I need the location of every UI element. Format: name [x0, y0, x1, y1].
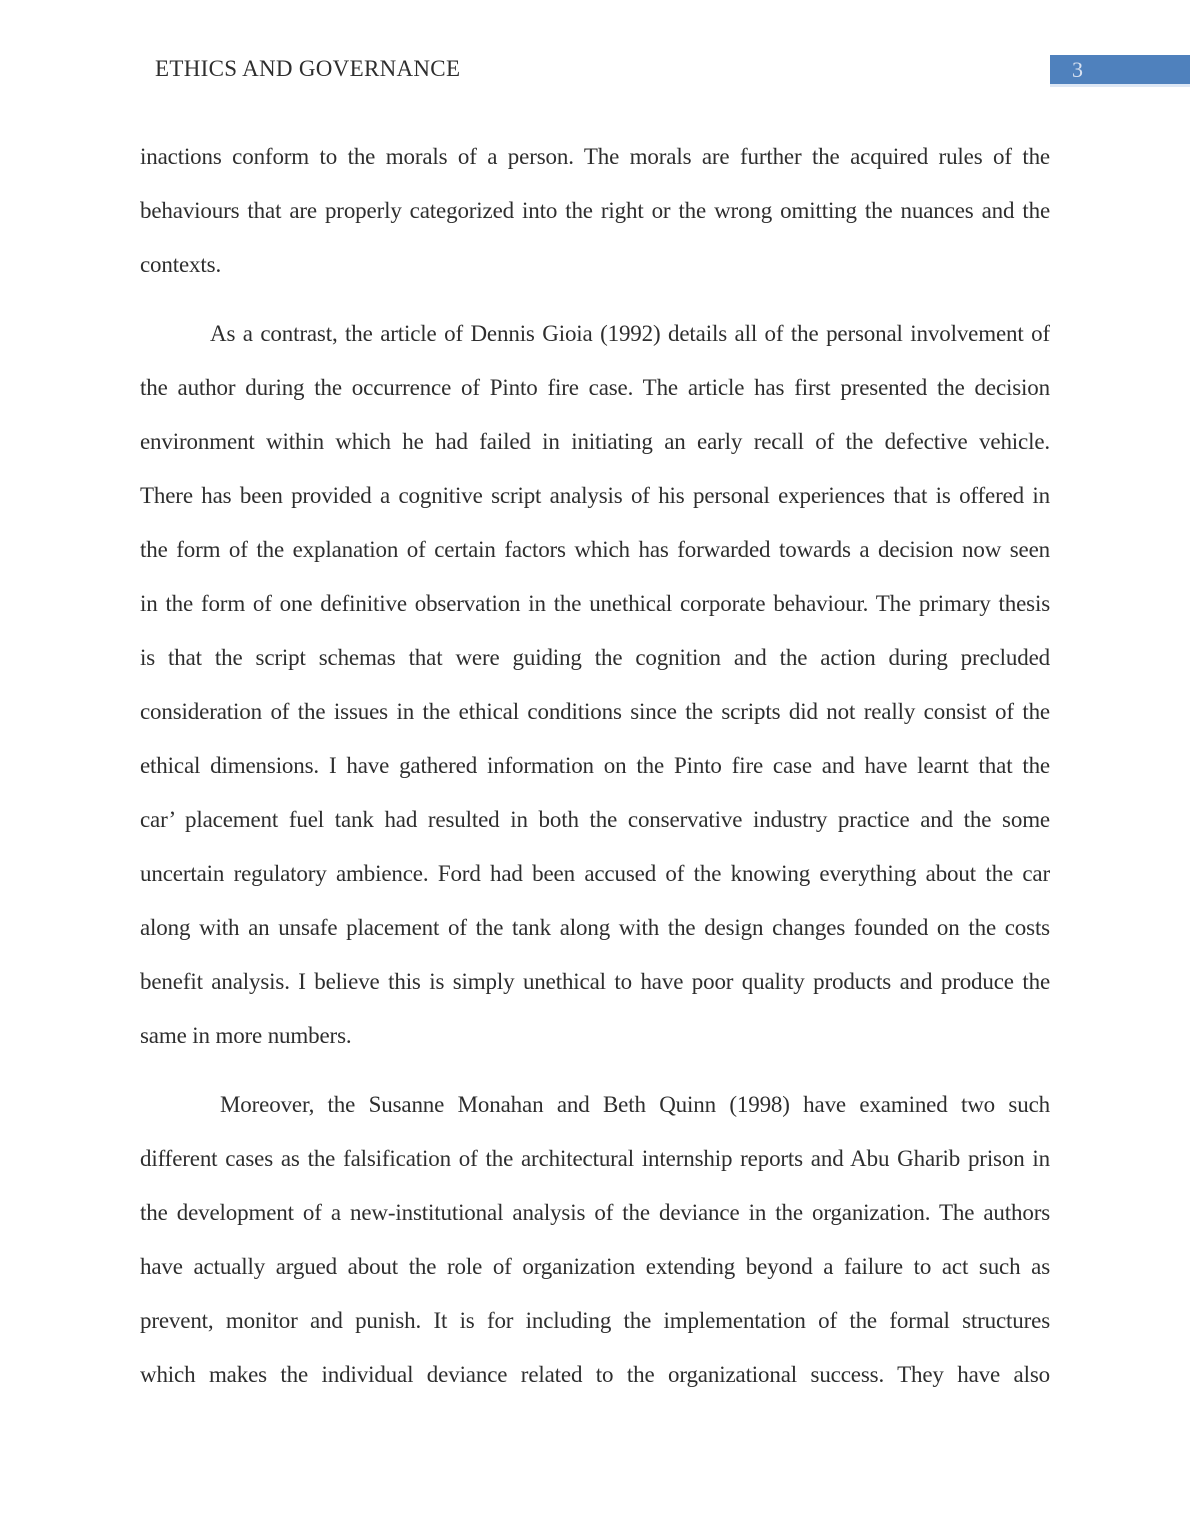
paragraph — [140, 1078, 1050, 1402]
text-line: behaviours that are properly categorized into the right or the wrong omitting the nuances and the — [140, 198, 1050, 223]
text-line: uncertain regulatory ambience. Ford had been accused of the knowing everything about the car — [140, 861, 1050, 886]
text-line: in the form of one definitive observation in the unethical corporate behaviour. The primary thesis — [140, 591, 1050, 616]
text-line: is that the script schemas that were guiding the cognition and the action during precluded — [140, 645, 1050, 670]
text-line: Moreover, the Susanne Monahan and Beth Quinn (1998) have examined two such — [220, 1092, 1050, 1117]
text-line: car’ placement fuel tank had resulted in both the conservative industry practice and the some — [140, 807, 1050, 832]
text-line: the author during the occurrence of Pinto fire case. The article has first presented the decision — [140, 375, 1050, 400]
paragraph — [140, 307, 1050, 1063]
text-line: contexts. — [140, 252, 222, 277]
page-number-box — [1050, 55, 1190, 87]
text-line: different cases as the falsification of the architectural internship reports and Abu Gharib prison in — [140, 1146, 1050, 1171]
page-number: 3 — [1072, 57, 1083, 82]
text-line: the form of the explanation of certain factors which has forwarded towards a decision now seen — [140, 537, 1050, 562]
text-line: prevent, monitor and punish. It is for including the implementation of the formal structures — [140, 1308, 1050, 1333]
text-line: As a contrast, the article of Dennis Gioia (1992) details all of the personal involvement of — [210, 321, 1050, 346]
text-line: which makes the individual deviance related to the organizational success. They have also — [140, 1362, 1050, 1387]
text-line: consideration of the issues in the ethical conditions since the scripts did not really consist of the — [140, 699, 1050, 724]
text-line: environment within which he had failed in initiating an early recall of the defective vehicle. — [140, 429, 1050, 454]
text-line: the development of a new-institutional analysis of the deviance in the organization. The authors — [140, 1200, 1050, 1225]
text-line: ethical dimensions. I have gathered information on the Pinto fire case and have learnt that the — [140, 753, 1050, 778]
page-title: ETHICS AND GOVERNANCE — [155, 56, 461, 81]
text-line: There has been provided a cognitive script analysis of his personal experiences that is offered in — [140, 483, 1050, 508]
text-line: have actually argued about the role of organization extending beyond a failure to act such as — [140, 1254, 1050, 1279]
text-line: same in more numbers. — [140, 1023, 352, 1048]
paragraph — [140, 130, 1050, 292]
text-line: benefit analysis. I believe this is simply unethical to have poor quality products and produce the — [140, 969, 1050, 994]
document-body — [140, 130, 1050, 1402]
text-line: inactions conform to the morals of a person. The morals are further the acquired rules of the — [140, 144, 1050, 169]
text-line: along with an unsafe placement of the tank along with the design changes founded on the costs — [140, 915, 1050, 940]
